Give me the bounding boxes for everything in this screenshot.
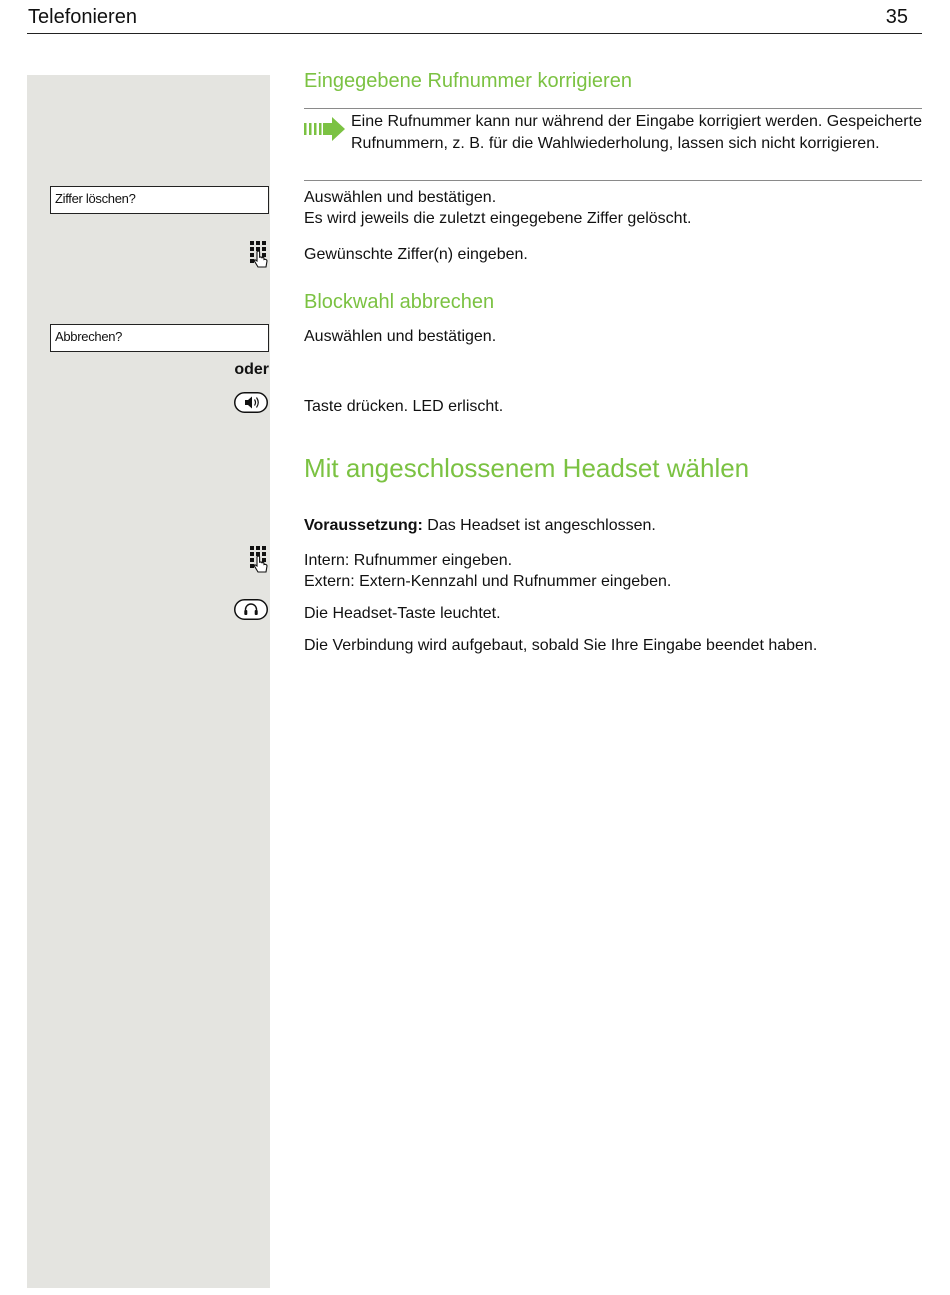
page-number: 35 [885, 6, 908, 28]
note-arrow-icon [304, 116, 346, 142]
headset-key-icon[interactable] [234, 599, 268, 620]
step-text [304, 550, 914, 592]
step-text: Auswählen und bestätigen. [304, 328, 497, 345]
step-text-line: Extern: Extern-Kennzahl und Rufnummer eingeben. [304, 573, 672, 590]
note-text: Eine Rufnummer kann nur während der Eingabe korrigiert werden. Gespeicherte Rufnummern, z. B. für die Wahlwiederholung, lassen sich nicht korrigieren. [351, 113, 922, 152]
step-text: Die Verbindung wird aufgebaut, sobald Sie Ihre Eingabe beendet haben. [304, 637, 818, 654]
note-top-divider [304, 108, 922, 109]
menu-item-delete-digit[interactable]: Ziffer löschen? [50, 186, 269, 214]
prerequisite-text: Das Headset ist angeschlossen. [422, 517, 656, 534]
or-label: oder [234, 361, 269, 378]
keypad-icon [249, 546, 269, 574]
step-text-line: Auswählen und bestätigen. [304, 189, 497, 206]
section-heading-headset-dialing: Mit angeschlossenem Headset wählen [304, 453, 750, 483]
page-header-title: Telefonieren [28, 6, 137, 28]
keypad-icon [249, 241, 269, 269]
prerequisite [304, 515, 656, 536]
step-text: Gewünschte Ziffer(n) eingeben. [304, 246, 528, 263]
section-heading-cancel-block-dialing: Blockwahl abbrechen [304, 291, 495, 313]
step-text-line: Intern: Rufnummer eingeben. [304, 552, 513, 569]
step-text [304, 187, 914, 229]
note-bottom-divider [304, 180, 922, 181]
step-text: Die Headset-Taste leuchtet. [304, 605, 501, 622]
menu-item-cancel[interactable]: Abbrechen? [50, 324, 269, 352]
section-heading-correct-number: Eingegebene Rufnummer korrigieren [304, 70, 632, 92]
speaker-key-icon[interactable] [234, 392, 268, 413]
step-text: Taste drücken. LED erlischt. [304, 398, 504, 415]
sidebar-column [27, 75, 270, 1288]
header-divider [27, 33, 922, 34]
step-text-line: Es wird jeweils die zuletzt eingegebene Ziffer gelöscht. [304, 210, 692, 227]
prerequisite-label: Voraussetzung: [304, 517, 423, 534]
